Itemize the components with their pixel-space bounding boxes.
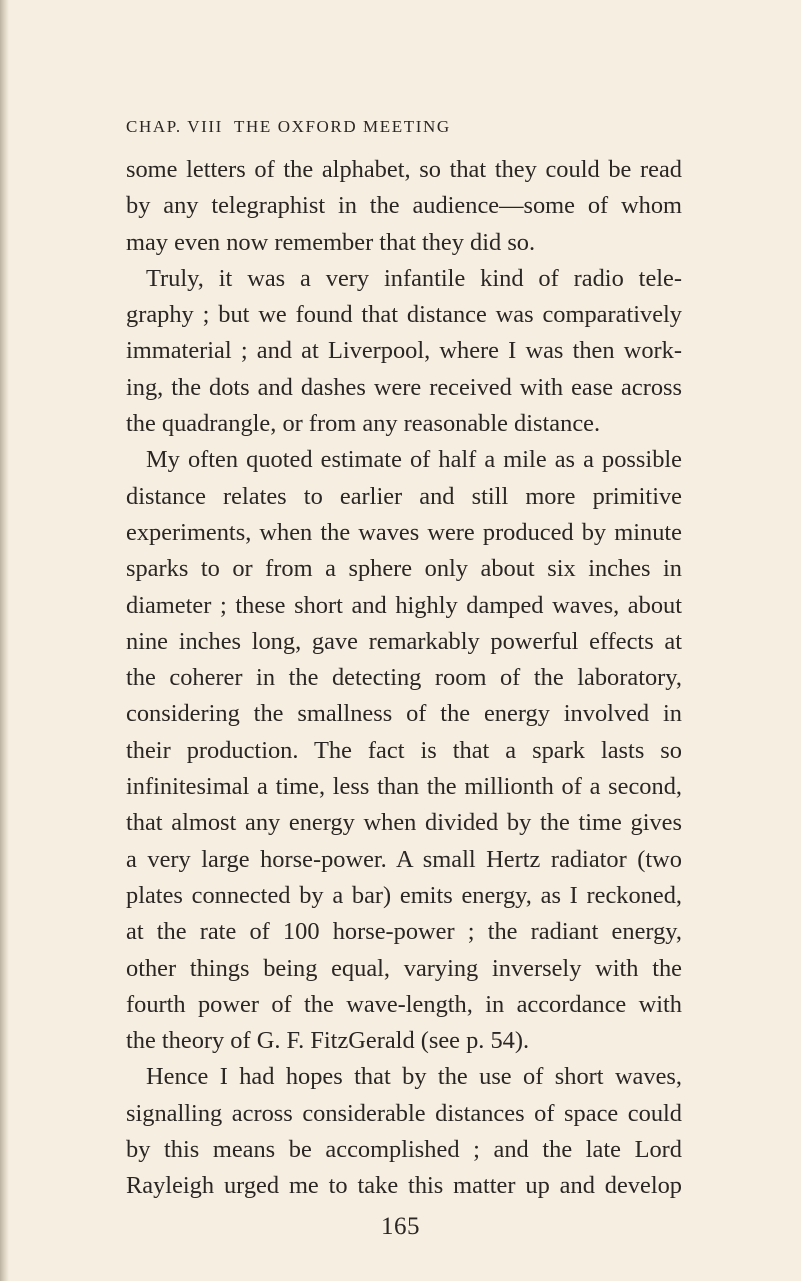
running-title: THE OXFORD MEETING bbox=[234, 117, 451, 136]
text-line: nine inches long, gave remarkably powerful effects at bbox=[126, 627, 682, 655]
text-line: signalling across considerable distances of space could bbox=[126, 1099, 682, 1127]
text-line: Hence I had hopes that by the use of short waves, bbox=[146, 1063, 682, 1091]
text-line: a very large horse-power. A small Hertz radiator (two bbox=[126, 845, 682, 873]
text-line: infinitesimal a time, less than the millionth of a second, bbox=[126, 773, 682, 801]
text-line: distance relates to earlier and still more primitive bbox=[126, 482, 682, 510]
text-line: the quadrangle, or from any reasonable distance. bbox=[126, 410, 601, 438]
text-line: that almost any energy when divided by the time gives bbox=[126, 809, 682, 837]
text-line: graphy ; but we found that distance was comparatively bbox=[126, 301, 682, 329]
text-line: sparks to or from a sphere only about six inches in bbox=[126, 555, 682, 583]
text-line: some letters of the alphabet, so that they could be read bbox=[126, 156, 682, 183]
text-line: Rayleigh urged me to take this matter up and develop bbox=[126, 1172, 682, 1200]
text-line: ing, the dots and dashes were received with ease across bbox=[126, 373, 682, 401]
running-head bbox=[126, 116, 682, 138]
text-line: considering the smallness of the energy involved in bbox=[126, 700, 682, 728]
body-text bbox=[126, 152, 682, 1205]
text-line: may even now remember that they did so. bbox=[126, 228, 536, 256]
text-line: fourth power of the wave-length, in accordance with bbox=[126, 990, 682, 1018]
text-line: the theory of G. F. FitzGerald (see p. 54). bbox=[126, 1027, 530, 1055]
text-line: at the rate of 100 horse-power ; the radiant energy, bbox=[126, 918, 682, 946]
text-line: immaterial ; and at Liverpool, where I was then work- bbox=[126, 337, 682, 365]
chapter-label: CHAP. VIII bbox=[126, 117, 223, 136]
page-gutter-shadow bbox=[0, 0, 9, 1281]
text-line: My often quoted estimate of half a mile as a possible bbox=[146, 446, 682, 474]
text-line: by any telegraphist in the audience—some of whom bbox=[126, 192, 682, 220]
text-line: the coherer in the detecting room of the laboratory, bbox=[126, 664, 682, 692]
text-line: their production. The fact is that a spark lasts so bbox=[126, 736, 682, 764]
text-line: experiments, when the waves were produced by minute bbox=[126, 518, 682, 546]
text-line: diameter ; these short and highly damped waves, about bbox=[126, 591, 682, 619]
text-line: other things being equal, varying inversely with the bbox=[126, 954, 682, 982]
text-line: plates connected by a bar) emits energy, as I reckoned, bbox=[126, 881, 682, 909]
page-number: 165 bbox=[381, 1213, 420, 1240]
text-line: Truly, it was a very infantile kind of radio tele- bbox=[146, 264, 682, 292]
text-line: by this means be accomplished ; and the late Lord bbox=[126, 1136, 682, 1164]
